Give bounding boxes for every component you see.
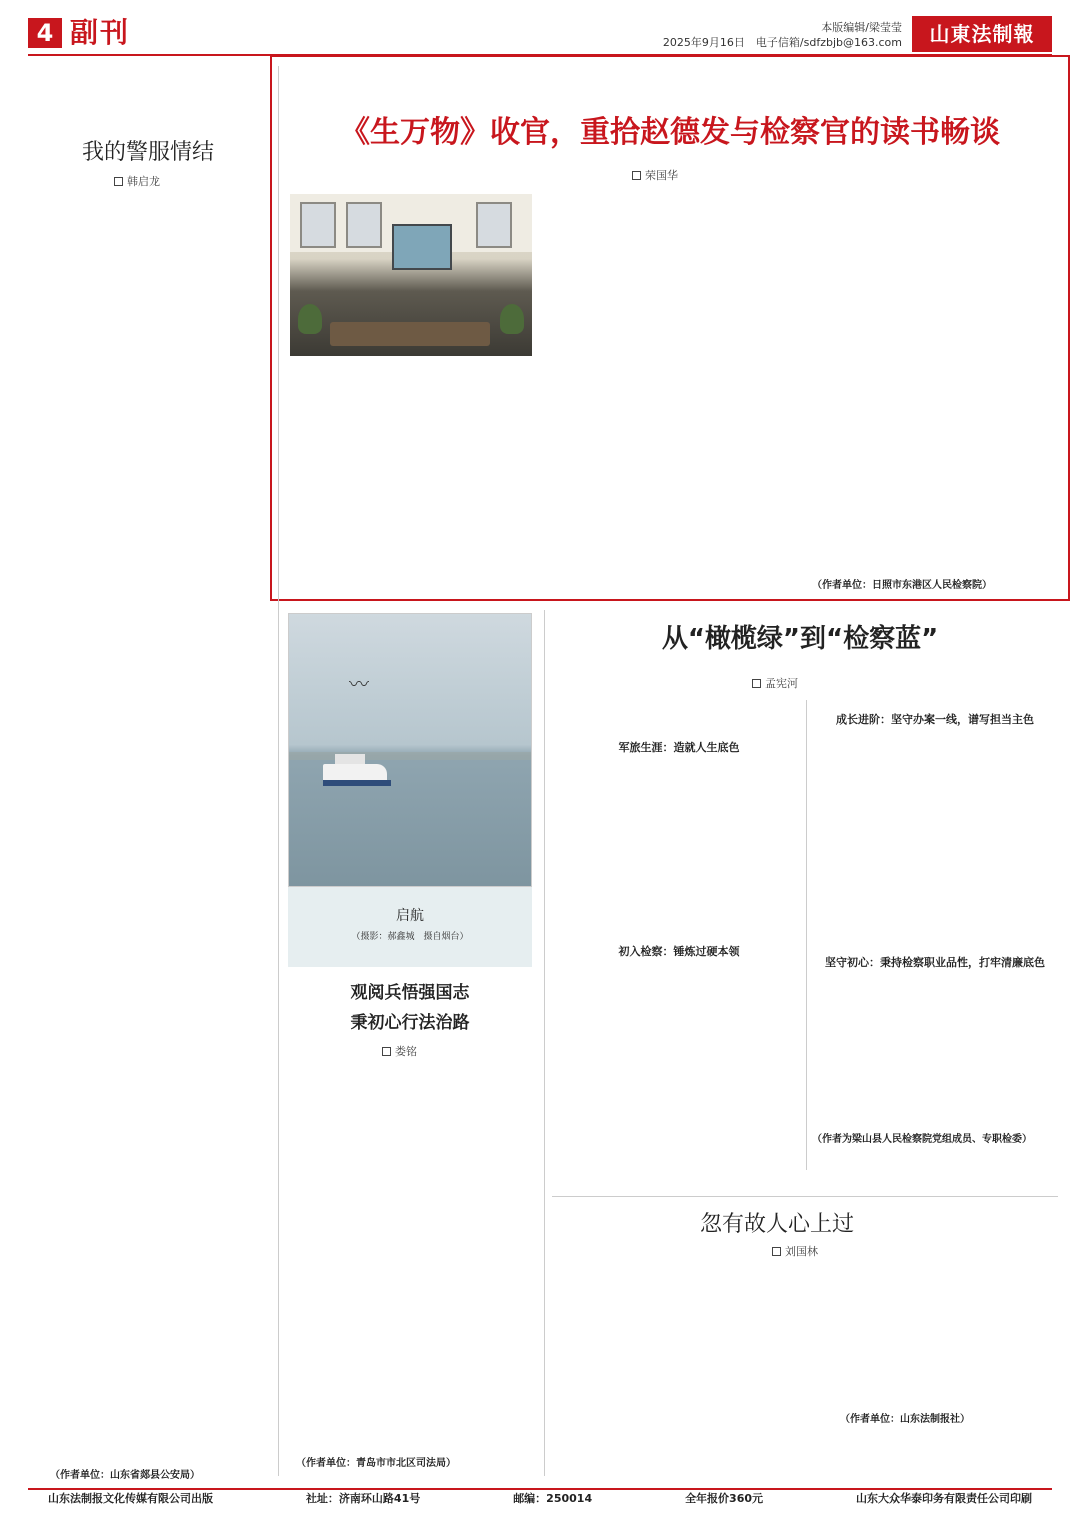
right-article-1-subhead-3: 成长进阶：坚守办案一线，谱写担当主色	[836, 713, 1034, 726]
footer-publisher: 山东法制报文化传媒有限公司出版	[48, 1492, 213, 1505]
feature-article-author: 荣国华	[645, 169, 678, 182]
right-article-1-author: 孟宪河	[765, 677, 798, 690]
right-article-1-subhead-2: 初入检察：锤炼过硬本领	[618, 945, 740, 958]
seagull-icon: 〰	[349, 672, 369, 696]
footer	[28, 1488, 1052, 1506]
issue-date: 2025年9月16日	[662, 36, 745, 49]
right-article-2-body	[556, 1270, 1058, 1414]
footer-printer: 山东大众华泰印务有限责任公司印刷	[855, 1492, 1032, 1505]
feature-article-byline	[632, 168, 678, 184]
launch-photo	[288, 613, 532, 887]
byline-box-icon	[752, 679, 761, 688]
column-divider	[806, 700, 807, 1170]
left-article-title: 我的警服情结	[82, 140, 215, 165]
footer-address: 社址：济南环山路41号	[305, 1492, 421, 1505]
right-article-1-subhead-1: 军旅生涯：造就人生底色	[618, 741, 740, 754]
left-article-author-unit: （作者单位：山东省郯县公安局）	[50, 1470, 200, 1481]
middle-article-title	[288, 978, 532, 1038]
left-article-body	[34, 198, 266, 1466]
right-article-2-byline	[772, 1244, 818, 1260]
column-divider	[278, 66, 279, 1476]
section-divider	[552, 1196, 1058, 1197]
launch-caption-panel	[288, 887, 532, 967]
right-article-1-col-b	[812, 702, 1058, 1166]
middle-article-author: 娄铭	[395, 1045, 417, 1058]
byline-box-icon	[114, 177, 123, 186]
page-number: 4	[28, 18, 62, 48]
column-divider	[544, 610, 545, 1476]
masthead	[28, 14, 1052, 54]
feature-article-author-unit: （作者单位：日照市东港区人民检察院）	[812, 580, 992, 591]
right-article-1-col-a	[556, 702, 802, 1166]
newspaper-logo: 山東法制報	[912, 16, 1052, 52]
middle-article-author-unit: （作者单位：青岛市市北区司法局）	[296, 1458, 456, 1469]
feature-article-body	[290, 198, 1060, 580]
right-article-1-title: 从“橄榄绿”到“检察蓝”	[661, 624, 939, 654]
byline-box-icon	[382, 1047, 391, 1056]
feature-article-title: 《生万物》收官，重拾赵德发与检察官的读书畅谈	[340, 115, 1000, 150]
right-article-1-author-unit: （作者为梁山县人民检察院党组成员、专职检委）	[812, 1134, 1032, 1145]
middle-article-body	[288, 1068, 532, 1456]
middle-title-line2: 秉初心行法治路	[350, 1013, 470, 1033]
right-article-1-subhead-4: 坚守初心：秉持检察职业品性，打牢清廉底色	[825, 956, 1045, 969]
right-article-2-title: 忽有故人心上过	[700, 1212, 855, 1237]
footer-postcode: 邮编：250014	[513, 1492, 593, 1505]
byline-box-icon	[772, 1247, 781, 1256]
section-name: 副刊	[70, 16, 131, 49]
right-article-2-author: 刘国林	[785, 1245, 818, 1258]
right-article-1-byline	[752, 676, 798, 692]
left-article-author: 韩启龙	[127, 175, 160, 188]
left-article-byline	[114, 174, 160, 190]
middle-title-line1: 观阅兵悟强国志	[350, 983, 470, 1003]
launch-caption-title: 启航	[396, 908, 424, 924]
byline-box-icon	[632, 171, 641, 180]
launch-caption-credit: （摄影：郝鑫城 摄自烟台）	[351, 932, 469, 942]
footer-price: 全年报价360元	[685, 1492, 764, 1505]
right-article-2-author-unit: （作者单位：山东法制报社）	[840, 1414, 970, 1425]
masthead-meta	[663, 20, 902, 50]
editor-email: 电子信箱/sdfzbjb@163.com	[755, 36, 902, 49]
middle-article-byline	[382, 1044, 417, 1060]
edition-editor: 本版编辑/梁莹莹	[821, 21, 902, 34]
